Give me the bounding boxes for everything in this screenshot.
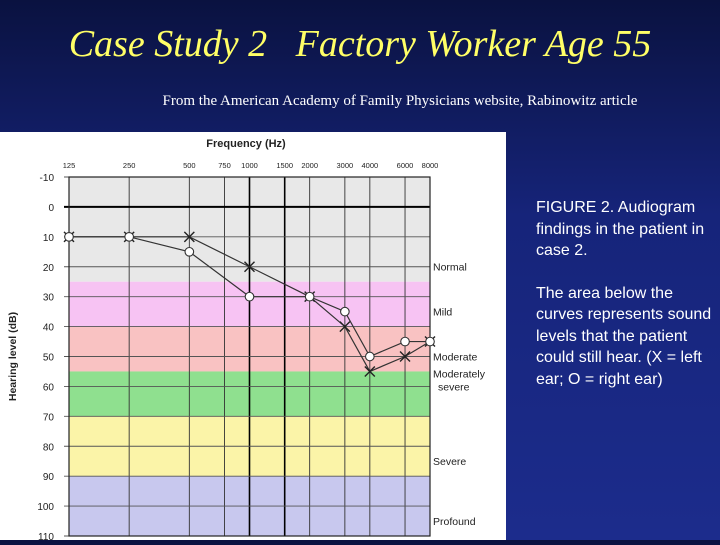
figure-caption <box>536 197 712 411</box>
data-point-o <box>366 352 375 361</box>
x-tick-label: 1000 <box>241 161 258 170</box>
y-tick-label: 10 <box>42 232 54 244</box>
data-point-o <box>401 337 410 346</box>
zone-label: Mild <box>433 306 453 319</box>
y-tick-label: 60 <box>42 382 54 394</box>
y-tick-label: 40 <box>42 322 54 334</box>
x-tick-label: 750 <box>218 161 231 170</box>
y-tick-label: 0 <box>48 202 54 214</box>
x-tick-label: 125 <box>62 161 76 170</box>
slide-title: Case Study 2 Factory Worker Age 55 <box>68 23 652 65</box>
data-point-o <box>245 292 254 301</box>
slide-subtitle: From the American Academy of Family Physicians website, Rabinowitz article <box>162 93 638 109</box>
zone-label: severe <box>438 381 470 394</box>
zone-label: Profound <box>433 516 476 528</box>
caption-note-text: The area below the curves represents sound levels that the patient could still hear. (X = left ear; O = right ear) <box>536 284 712 388</box>
caption-figure-text: FIGURE 2. Audiogram findings in the patient in case 2. <box>536 199 705 259</box>
x-tick-label: 8000 <box>421 161 439 170</box>
x-tick-label: 6000 <box>396 161 414 170</box>
data-point-o <box>65 233 74 242</box>
zone-label: Severe <box>433 456 467 469</box>
y-tick-label: 100 <box>37 502 54 514</box>
x-tick-label: 4000 <box>361 161 379 170</box>
x-tick-label: 3000 <box>336 161 354 170</box>
data-point-o <box>125 233 134 242</box>
x-tick-label: 250 <box>122 161 136 170</box>
y-tick-label: 20 <box>42 262 54 274</box>
audiogram-panel <box>0 132 506 540</box>
y-tick-label: -10 <box>39 173 54 184</box>
y-axis-title: Hearing level (dB) <box>7 311 19 402</box>
x-axis-title: Frequency (Hz) <box>206 138 286 150</box>
data-point-o <box>305 292 314 301</box>
x-tick-label: 500 <box>183 161 196 170</box>
data-point-o <box>426 337 435 346</box>
audiogram-chart <box>0 132 506 540</box>
y-tick-label: 90 <box>42 472 54 484</box>
y-tick-label: 110 <box>38 532 54 540</box>
zone-label: Normal <box>433 261 467 274</box>
zone-label: Moderate <box>433 351 478 364</box>
y-tick-label: 80 <box>42 442 54 454</box>
zone-label: Moderately <box>433 368 485 381</box>
y-tick-label: 70 <box>42 412 54 424</box>
x-tick-label: 2000 <box>301 161 319 170</box>
y-tick-label: 50 <box>42 352 54 364</box>
x-tick-label: 1500 <box>276 161 294 170</box>
y-tick-label: 30 <box>42 292 54 304</box>
data-point-o <box>185 247 194 256</box>
data-point-o <box>341 307 350 316</box>
